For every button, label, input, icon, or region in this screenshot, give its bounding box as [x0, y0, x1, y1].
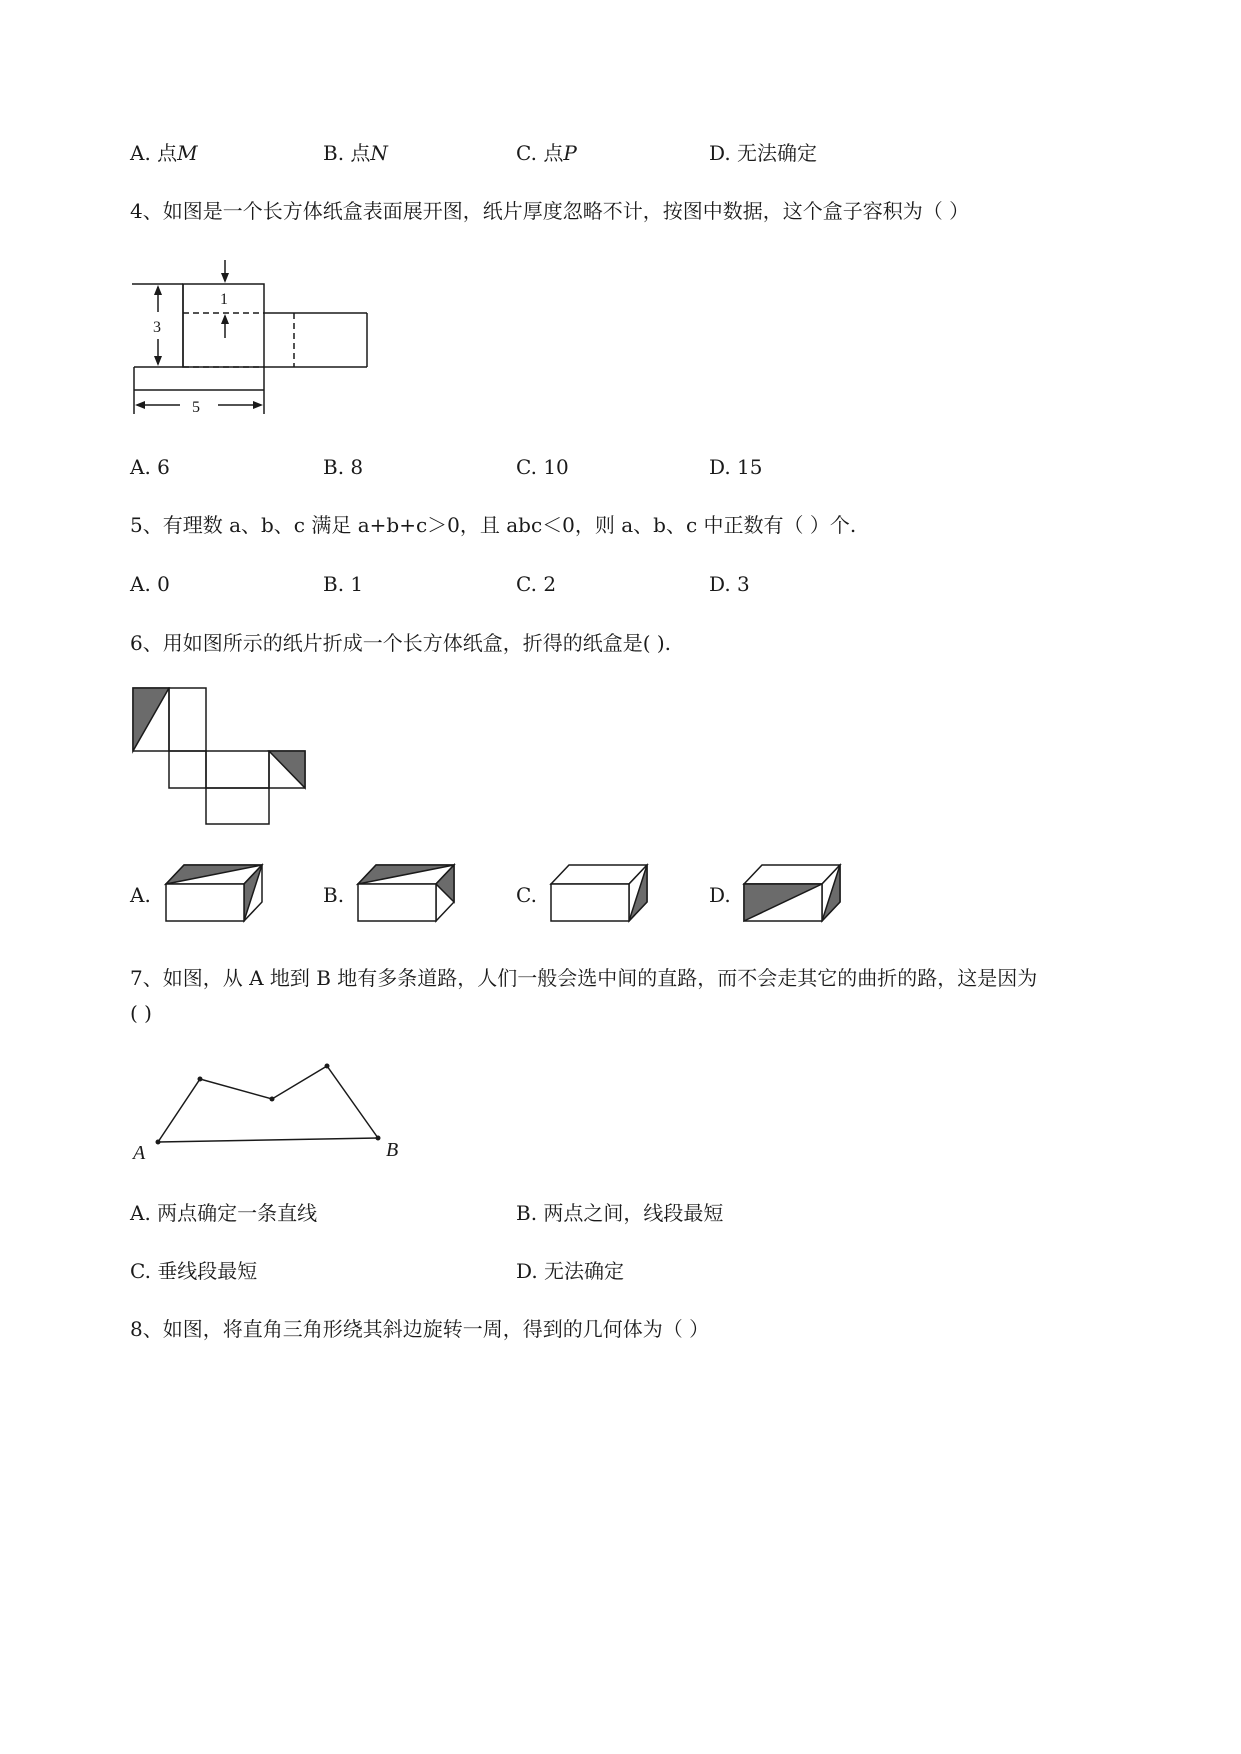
option-letter: D. — [709, 572, 731, 596]
option-letter: A. — [130, 141, 151, 165]
option-letter: C. — [516, 141, 537, 165]
option-var: P — [563, 141, 577, 165]
q5-question-text: 5、有理数 a、b、c 满足 a+b+c＞0，且 abc＜0，则 a、b、c 中正数有（ ）个. — [130, 513, 857, 537]
option-text: 两点之间，线段最短 — [543, 1201, 724, 1225]
q7-option-b — [516, 1203, 723, 1223]
q7-option-c — [130, 1261, 257, 1281]
option-letter: B. — [323, 141, 345, 165]
option-text: 无法确定 — [737, 141, 818, 165]
option-letter: A. — [130, 883, 151, 907]
option-text: 点 — [543, 141, 564, 165]
point-a-label: A — [133, 1142, 146, 1164]
option-letter: B. — [323, 572, 345, 596]
q7-question-text: 7、如图，从 A 地到 B 地有多条道路，人们一般会选中间的直路，而不会走其它的曲折的路，这是因为 — [130, 966, 1038, 990]
q7-question-bracket: ( ) — [130, 1001, 152, 1025]
option-var: M — [177, 141, 198, 165]
option-letter: B. — [323, 883, 345, 907]
option-letter: A. — [130, 1201, 151, 1225]
option-letter: D. — [516, 1259, 538, 1283]
option-text: 点 — [157, 141, 178, 165]
option-text: 10 — [543, 455, 569, 479]
option-letter: B. — [323, 455, 345, 479]
option-letter: D. — [709, 141, 731, 165]
option-text: 8 — [350, 455, 364, 479]
option-text: 两点确定一条直线 — [157, 1201, 318, 1225]
option-letter: A. — [130, 455, 151, 479]
dim-5-label: 5 — [192, 399, 200, 416]
option-text: 6 — [157, 455, 170, 479]
option-letter: A. — [130, 572, 151, 596]
q6-question-text: 6、用如图所示的纸片折成一个长方体纸盒，折得的纸盒是( ). — [130, 631, 672, 655]
option-letter: C. — [130, 1259, 151, 1283]
q8-question-text: 8、如图，将直角三角形绕其斜边旋转一周，得到的几何体为（ ） — [130, 1317, 710, 1341]
option-letter: C. — [516, 883, 537, 907]
option-text: 垂线段最短 — [157, 1259, 258, 1283]
q7-option-a — [130, 1203, 317, 1223]
option-letter: D. — [709, 883, 731, 907]
option-letter: D. — [709, 455, 731, 479]
option-text: 2 — [543, 572, 557, 596]
dim-1-label: 1 — [220, 291, 228, 308]
option-text: 0 — [157, 572, 170, 596]
option-text: 无法确定 — [544, 1259, 625, 1283]
option-var: N — [370, 141, 388, 165]
option-text: 1 — [350, 572, 364, 596]
option-letter: B. — [516, 1201, 538, 1225]
option-letter: C. — [516, 455, 537, 479]
q7-option-d — [516, 1261, 624, 1281]
q4-question-text: 4、如图是一个长方体纸盒表面展开图，纸片厚度忽略不计，按图中数据，这个盒子容积为（ ） — [130, 199, 970, 223]
option-text: 点 — [350, 141, 371, 165]
option-text: 3 — [737, 572, 750, 596]
dim-3-label: 3 — [153, 319, 161, 336]
option-text: 15 — [737, 455, 763, 479]
point-b-label: B — [386, 1139, 399, 1161]
option-letter: C. — [516, 572, 537, 596]
